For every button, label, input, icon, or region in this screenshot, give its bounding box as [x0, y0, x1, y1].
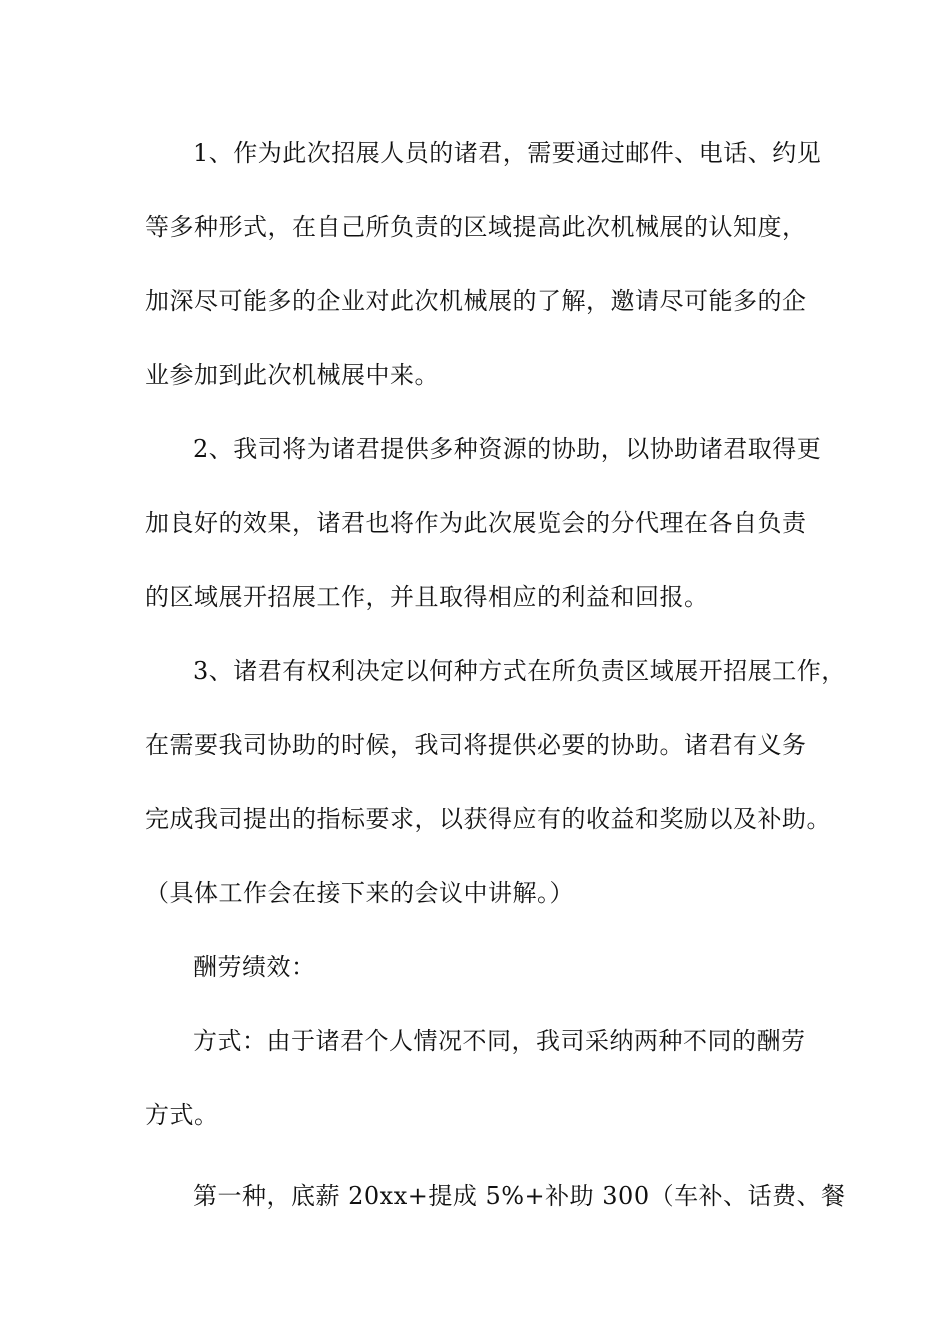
paragraph-3-line-1: 3、诸君有权利决定以何种方式在所负责区域展开招展工作，	[193, 657, 846, 685]
paragraph-1-line-1: 1、作为此次招展人员的诸君，需要通过邮件、电话、约见	[193, 139, 822, 167]
paragraph-method-line-1: 方式：由于诸君个人情况不同，我司采纳两种不同的酬劳	[193, 1027, 806, 1055]
paragraph-method-line-2: 方式。	[145, 1101, 219, 1129]
compensation-heading: 酬劳绩效：	[193, 953, 316, 981]
paragraph-3-note: （具体工作会在接下来的会议中讲解。）	[145, 879, 574, 907]
paragraph-1-line-2: 等多种形式，在自己所负责的区域提高此次机械展的认知度，	[145, 213, 807, 241]
paragraph-1-line-3: 加深尽可能多的企业对此次机械展的了解，邀请尽可能多的企	[145, 287, 807, 315]
paragraph-option-1-line-1: 第一种，底薪 20xx+提成 5%+补助 300（车补、话费、餐	[193, 1182, 846, 1210]
paragraph-2-line-2: 加良好的效果，诸君也将作为此次展览会的分代理在各自负责	[145, 509, 807, 537]
paragraph-3-line-3: 完成我司提出的指标要求，以获得应有的收益和奖励以及补助。	[145, 805, 831, 833]
paragraph-2-line-3: 的区域展开招展工作，并且取得相应的利益和回报。	[145, 583, 709, 611]
paragraph-3-line-2: 在需要我司协助的时候，我司将提供必要的协助。诸君有义务	[145, 731, 807, 759]
paragraph-1-line-4: 业参加到此次机械展中来。	[145, 361, 439, 389]
paragraph-2-line-1: 2、我司将为诸君提供多种资源的协助，以协助诸君取得更	[193, 435, 822, 463]
